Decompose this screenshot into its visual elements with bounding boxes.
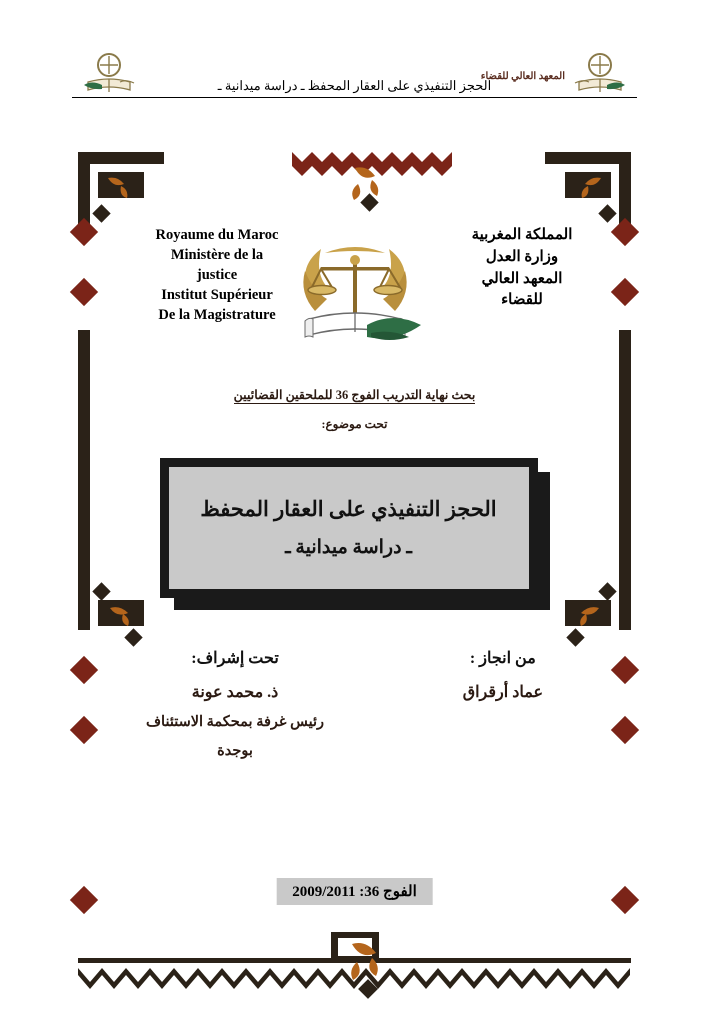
supervisor-name: ذ. محمد عونة: [191, 684, 279, 701]
justice-scales-emblem-icon: [275, 233, 435, 358]
title-box: [160, 458, 538, 598]
institute-mark-text: المعهد العالي للقضاء: [480, 71, 565, 82]
graduation-note: [112, 387, 597, 403]
ministry-fr-line4: Institut Supérieur: [161, 287, 273, 303]
cover-content: [112, 215, 597, 783]
institute-emblem-right-icon: [569, 52, 631, 96]
ministry-fr-line1: Royaume du Maroc: [155, 227, 279, 243]
ministry-arabic: [447, 225, 597, 312]
ministry-fr-line5: De la Magistrature: [158, 307, 276, 323]
top-center-ornament: [292, 152, 452, 212]
bottom-ornament: [78, 932, 631, 999]
ministry-fr-line2: Ministère de la: [170, 247, 264, 263]
prepared-by-column: [463, 648, 543, 702]
page-header: [72, 44, 637, 106]
supervisor-role: رئيس غرفة بمحكمة الاستئناف: [146, 714, 325, 730]
header-running-title: الحجز التنفيذي على العقار المحفظ ـ دراسة ميدانية ـ: [217, 78, 492, 93]
document-title: الحجز التنفيذي على العقار المحفظ: [200, 497, 497, 521]
ministry-block: [112, 215, 597, 365]
ministry-ar-line4: للقضاء: [501, 292, 543, 309]
authors-block: [112, 648, 597, 783]
promotion-badge: الفوج 36: 2009/2011: [276, 878, 433, 905]
supervisor-column: [146, 648, 324, 760]
document-subtitle: ـ دراسة ميدانية ـ: [285, 537, 412, 558]
supervised-by-label: تحت إشراف:: [191, 650, 279, 667]
ministry-ar-line1: المملكة المغربية: [471, 227, 573, 243]
subject-label: تحت موضوع:: [321, 417, 388, 431]
institute-emblem-left-icon: [78, 52, 140, 96]
ministry-ar-line2: وزارة العدل: [485, 248, 559, 265]
header-rule: [72, 97, 637, 98]
prepared-by-label: من انجاز :: [469, 650, 536, 667]
author-name: عماد أرقراق: [462, 684, 543, 701]
ministry-fr-line3: justice: [196, 267, 238, 283]
title-block: [160, 458, 550, 610]
graduation-note-text: بحث نهاية التدريب الفوج 36 للملحقين القضائيين: [233, 388, 476, 402]
ministry-ar-line3: المعهد العالي: [481, 270, 563, 287]
supervisor-city: بوجدة: [217, 743, 253, 759]
